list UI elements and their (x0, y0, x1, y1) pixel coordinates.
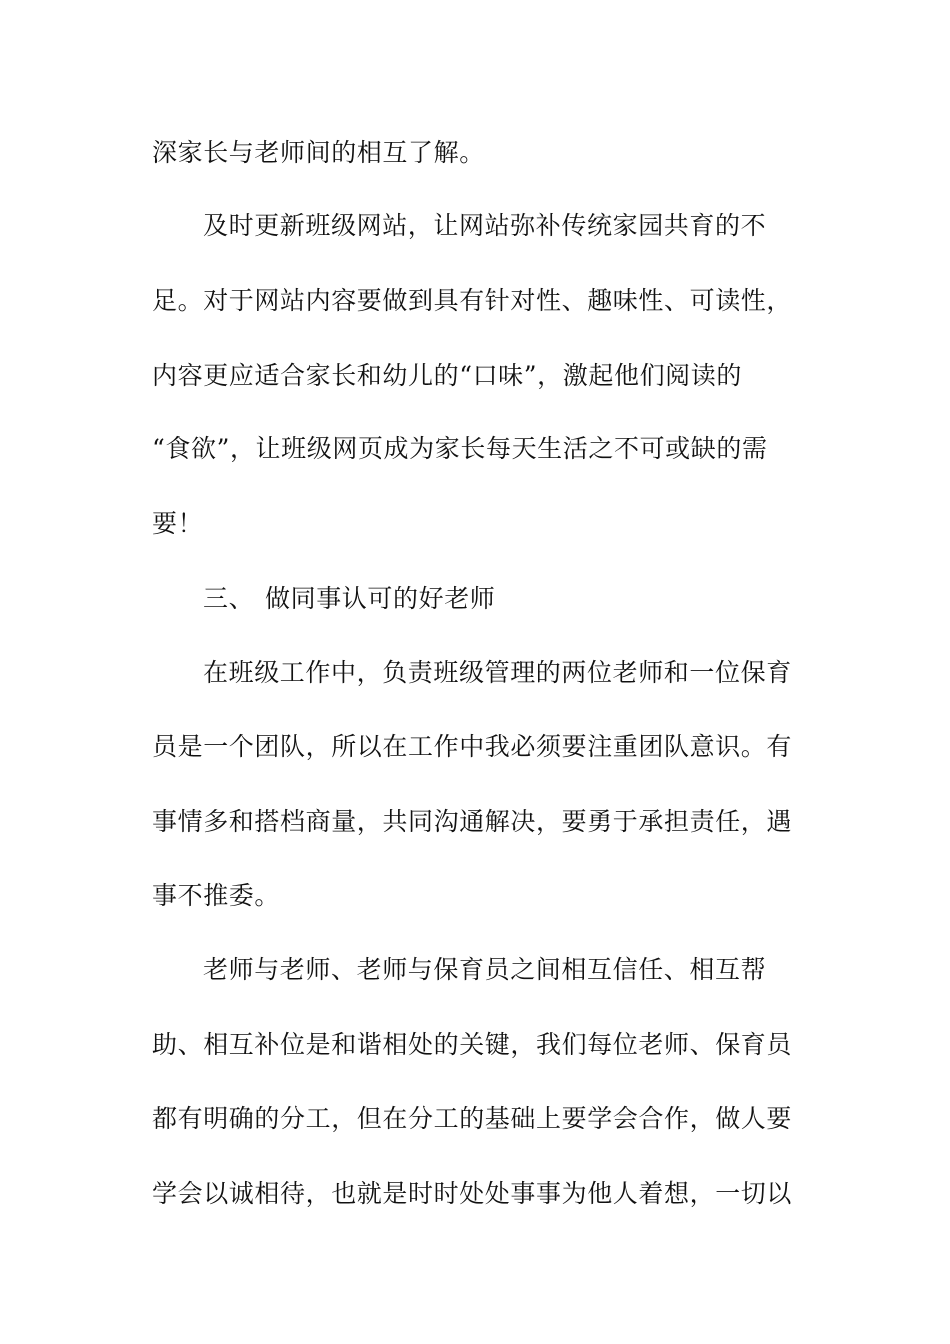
paragraph-line: 要！ (152, 509, 204, 538)
paragraph-line: “食欲”，让班级网页成为家长每天生活之不可或缺的需 (152, 434, 768, 463)
paragraph-line: 事不推委。 (152, 881, 281, 910)
paragraph-line: 员是一个团队，所以在工作中我必须要注重团队意识。有 (152, 732, 793, 761)
section-title: 做同事认可的好老师 (265, 584, 496, 613)
paragraph-line: 都有明确的分工，但在分工的基础上要学会合作，做人要 (152, 1104, 793, 1133)
paragraph-line: 深家长与老师间的相互了解。 (152, 138, 485, 167)
paragraph-line: 助、相互补位是和谐相处的关键，我们每位老师、保育员 (152, 1030, 793, 1059)
section-heading (203, 579, 853, 619)
paragraph-line: 老师与老师、老师与保育员之间相互信任、相互帮 (203, 955, 767, 984)
paragraph-line: 及时更新班级网站，让网站弥补传统家园共育的不 (203, 211, 767, 240)
paragraph-line: 事情多和搭档商量，共同沟通解决，要勇于承担责任，遇 (152, 807, 793, 836)
paragraph-line: 足。对于网站内容要做到具有针对性、趣味性、可读性， (152, 286, 793, 315)
paragraph-line: 在班级工作中，负责班级管理的两位老师和一位保育 (203, 658, 792, 687)
section-number: 三、 (203, 584, 255, 613)
paragraph-line: 学会以诚相待，也就是时时处处事事为他人着想，一切以 (152, 1179, 793, 1208)
paragraph-line: 内容更应适合家长和幼儿的“口味”，激起他们阅读的 (152, 361, 742, 390)
